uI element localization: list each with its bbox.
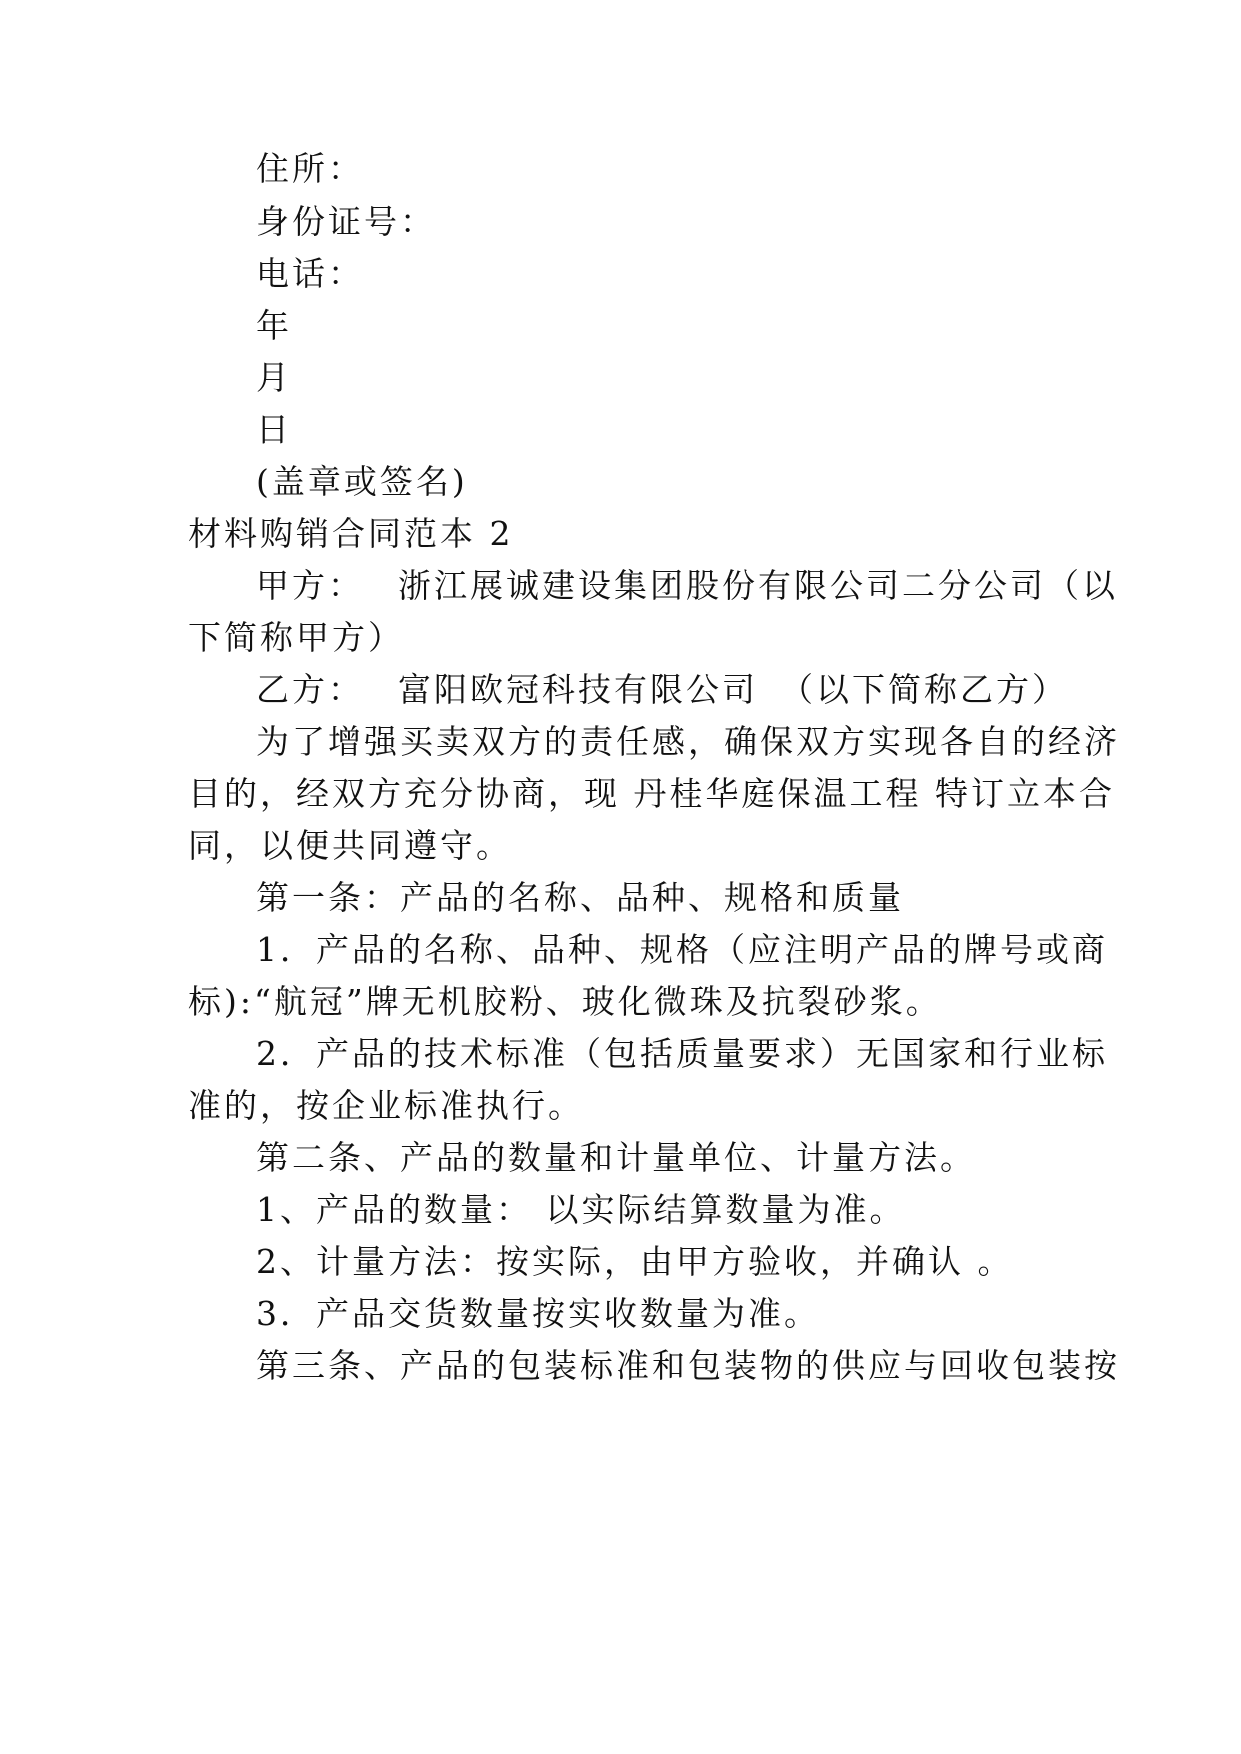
article-2-item-1: 1、产品的数量： 以实际结算数量为准。 xyxy=(256,1190,906,1229)
article-1-item-1-line-1: 1．产品的名称、品种、规格（应注明产品的牌号或商 xyxy=(256,930,1108,969)
contract-title: 材料购销合同范本 2 xyxy=(188,514,514,553)
party-b-label: 乙方： xyxy=(256,670,364,709)
party-a-name-continued: 下简称甲方） xyxy=(188,618,404,657)
phone-label: 电话： xyxy=(256,254,364,293)
article-1-item-2-line-1: 2．产品的技术标准（包括质量要求）无国家和行业标 xyxy=(256,1034,1108,1073)
article-1-item-1-line-2: 标):“航冠”牌无机胶粉、玻化微珠及抗裂砂浆。 xyxy=(188,982,942,1021)
seal-label: (盖章或签名) xyxy=(256,462,468,501)
residence-label: 住所： xyxy=(256,149,364,188)
party-b-suffix: （以下简称乙方） xyxy=(780,670,1068,709)
party-a-line xyxy=(256,566,1118,606)
purpose-paragraph-line-2: 目的，经双方充分协商，现 丹桂华庭保温工程 特订立本合 xyxy=(188,774,1115,813)
article-1-item-2-line-2: 准的，按企业标准执行。 xyxy=(188,1086,584,1125)
party-b-line xyxy=(256,670,1126,710)
day-label: 日 xyxy=(256,410,292,449)
article-2-item-2: 2、计量方法：按实际，由甲方验收，并确认 。 xyxy=(256,1242,1014,1281)
party-b-name: 富阳欧冠科技有限公司 xyxy=(398,670,758,709)
article-2-title: 第二条、产品的数量和计量单位、计量方法。 xyxy=(256,1138,976,1177)
article-3-title-line-1: 第三条、产品的包装标准和包装物的供应与回收包装按 xyxy=(256,1346,1120,1385)
purpose-paragraph-line-3: 同，以便共同遵守。 xyxy=(188,826,512,865)
article-2-item-3: 3．产品交货数量按实收数量为准。 xyxy=(256,1294,820,1333)
year-label: 年 xyxy=(256,306,292,345)
party-a-label: 甲方： xyxy=(256,566,364,605)
month-label: 月 xyxy=(256,358,292,397)
id-number-label: 身份证号： xyxy=(256,202,436,241)
party-a-name: 浙江展诚建设集团股份有限公司二分公司（以 xyxy=(398,566,1118,605)
article-1-title: 第一条：产品的名称、品种、规格和质量 xyxy=(256,878,904,917)
purpose-paragraph-line-1: 为了增强买卖双方的责任感，确保双方实现各自的经济 xyxy=(256,722,1120,761)
